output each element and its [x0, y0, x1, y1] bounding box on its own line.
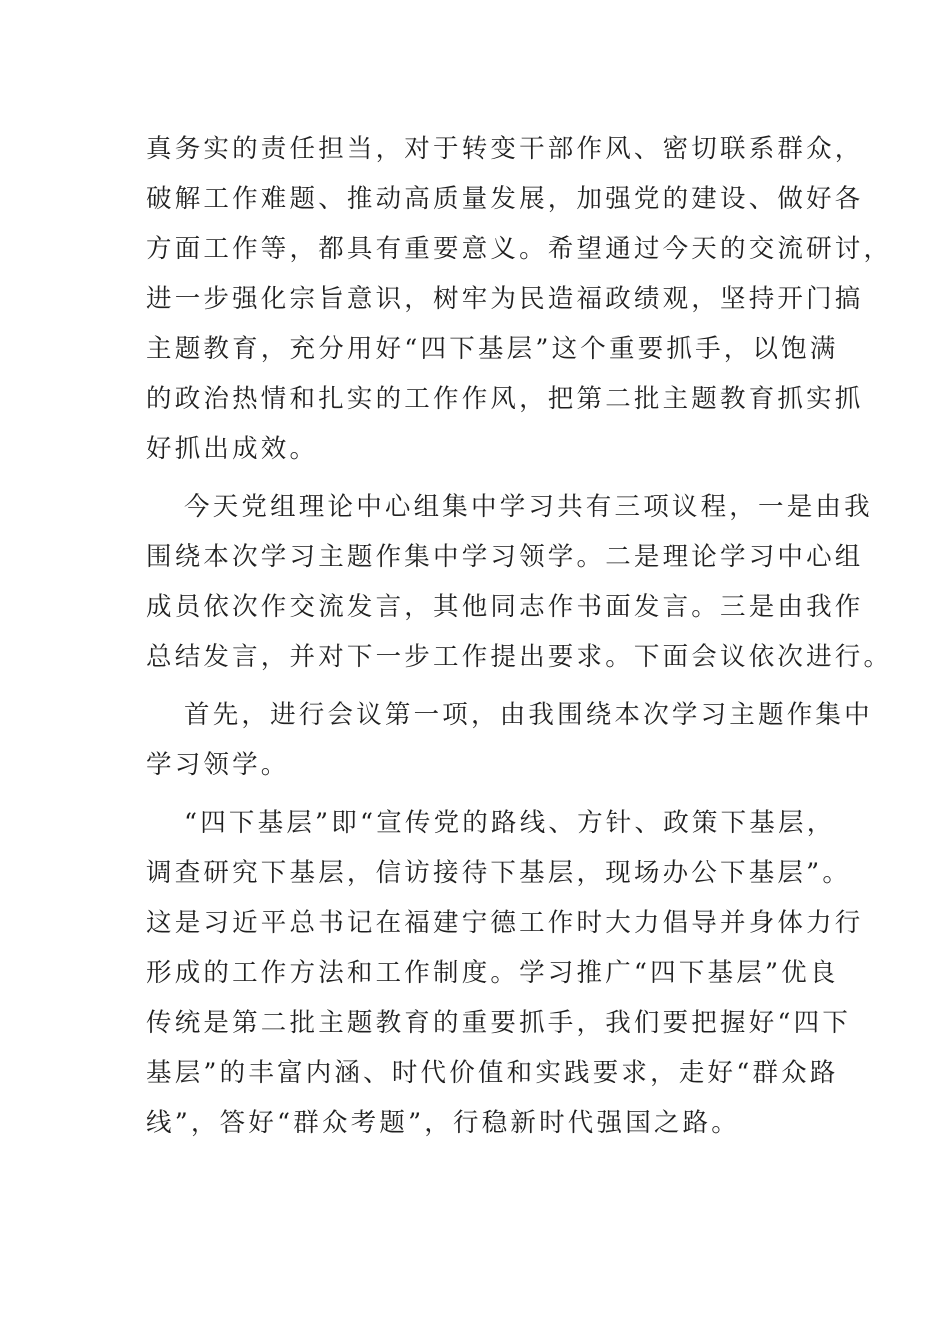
- text-line: “四下基层”即“宣传党的路线、方针、政策下基层，: [184, 808, 836, 838]
- text-line: 调查研究下基层，信访接待下基层，现场办公下基层”。: [146, 858, 852, 888]
- text-line: 基层”的丰富内涵、时代价值和实践要求，走好“群众路: [146, 1058, 839, 1088]
- text-line: 方面工作等，都具有重要意义。希望通过今天的交流研讨，: [146, 234, 893, 264]
- text-line: 真务实的责任担当，对于转变干部作风、密切联系群众，: [146, 134, 864, 164]
- text-line: 首先，进行会议第一项，由我围绕本次学习主题作集中: [184, 700, 873, 730]
- document-body: [146, 124, 893, 1156]
- text-line: 主题教育，充分用好“四下基层”这个重要抓手，以饱满: [146, 334, 839, 364]
- paragraph-2: [146, 482, 893, 682]
- text-line: 围绕本次学习主题作集中学习领学。二是理论学习中心组: [146, 542, 864, 572]
- text-line: 学习领学。: [146, 750, 290, 780]
- text-line: 传统是第二批主题教育的重要抓手，我们要把握好“四下: [146, 1008, 852, 1038]
- text-line: 形成的工作方法和工作制度。学习推广“四下基层”优良: [146, 958, 839, 988]
- text-line: 进一步强化宗旨意识，树牢为民造福政绩观，坚持开门搞: [146, 284, 864, 314]
- paragraph-4: [146, 798, 864, 1148]
- text-line: 破解工作难题、推动高质量发展，加强党的建设、做好各: [146, 184, 864, 214]
- paragraph-3: [146, 690, 873, 790]
- text-line: 线”，答好“群众考题”，行稳新时代强国之路。: [146, 1108, 741, 1138]
- text-line: 总结发言，并对下一步工作提出要求。下面会议依次进行。: [146, 642, 893, 672]
- text-line: 今天党组理论中心组集中学习共有三项议程，一是由我: [184, 492, 873, 522]
- text-line: 这是习近平总书记在福建宁德工作时大力倡导并身体力行: [146, 908, 864, 938]
- text-line: 好抓出成效。: [146, 434, 319, 464]
- paragraph-1: [146, 124, 893, 474]
- text-line: 的政治热情和扎实的工作作风，把第二批主题教育抓实抓: [146, 384, 864, 414]
- text-line: 成员依次作交流发言，其他同志作书面发言。三是由我作: [146, 592, 864, 622]
